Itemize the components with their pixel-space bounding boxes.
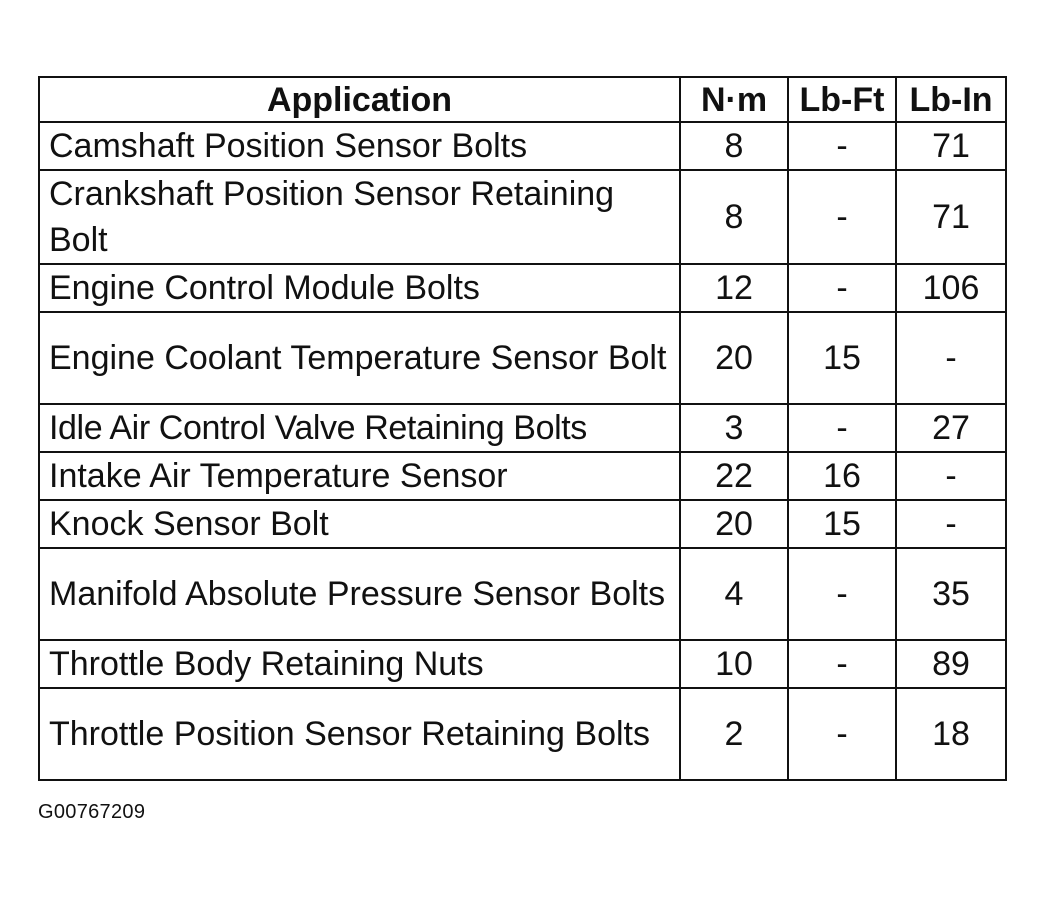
lbin-cell: 71 [896, 170, 1006, 264]
table-row [39, 312, 1006, 404]
application-cell: Knock Sensor Bolt [39, 500, 680, 548]
lbin-cell: 18 [896, 688, 1006, 780]
application-cell: Camshaft Position Sensor Bolts [39, 122, 680, 170]
nm-cell: 4 [680, 548, 788, 640]
lbin-cell: 71 [896, 122, 1006, 170]
lbft-cell: - [788, 548, 896, 640]
lbft-cell: 15 [788, 500, 896, 548]
application-cell: Idle Air Control Valve Retaining Bolts [39, 404, 680, 452]
torque-spec-table [38, 76, 1007, 781]
lbin-cell: 27 [896, 404, 1006, 452]
lbin-cell: - [896, 452, 1006, 500]
lbin-cell: - [896, 312, 1006, 404]
table-row [39, 548, 1006, 640]
table-row [39, 170, 1006, 264]
lbin-cell: 35 [896, 548, 1006, 640]
table-row [39, 452, 1006, 500]
table-row [39, 404, 1006, 452]
lbin-cell: 89 [896, 640, 1006, 688]
lbft-cell: - [788, 170, 896, 264]
header-lbin: Lb-In [896, 77, 1006, 122]
nm-cell: 20 [680, 312, 788, 404]
nm-cell: 12 [680, 264, 788, 312]
header-lbft: Lb-Ft [788, 77, 896, 122]
lbft-cell: 16 [788, 452, 896, 500]
application-cell: Throttle Position Sensor Retaining Bolts [39, 688, 680, 780]
nm-cell: 2 [680, 688, 788, 780]
application-cell: Engine Control Module Bolts [39, 264, 680, 312]
lbft-cell: - [788, 640, 896, 688]
lbft-cell: 15 [788, 312, 896, 404]
nm-cell: 8 [680, 170, 788, 264]
application-cell: Crankshaft Position Sensor Retaining Bolt [39, 170, 680, 264]
lbin-cell: - [896, 500, 1006, 548]
table-row [39, 264, 1006, 312]
lbin-cell: 106 [896, 264, 1006, 312]
lbft-cell: - [788, 688, 896, 780]
application-cell: Manifold Absolute Pressure Sensor Bolts [39, 548, 680, 640]
lbft-cell: - [788, 264, 896, 312]
figure-id-caption: G00767209 [38, 801, 146, 823]
nm-cell: 8 [680, 122, 788, 170]
lbft-cell: - [788, 122, 896, 170]
lbft-cell: - [788, 404, 896, 452]
header-nm: N·m [680, 77, 788, 122]
nm-cell: 3 [680, 404, 788, 452]
application-cell: Intake Air Temperature Sensor [39, 452, 680, 500]
header-row [39, 77, 1006, 122]
table-row [39, 640, 1006, 688]
nm-cell: 10 [680, 640, 788, 688]
header-application: Application [39, 77, 680, 122]
nm-cell: 22 [680, 452, 788, 500]
table-row [39, 122, 1006, 170]
nm-cell: 20 [680, 500, 788, 548]
application-cell: Throttle Body Retaining Nuts [39, 640, 680, 688]
table-row [39, 500, 1006, 548]
application-cell: Engine Coolant Temperature Sensor Bolt [39, 312, 680, 404]
table-row [39, 688, 1006, 780]
